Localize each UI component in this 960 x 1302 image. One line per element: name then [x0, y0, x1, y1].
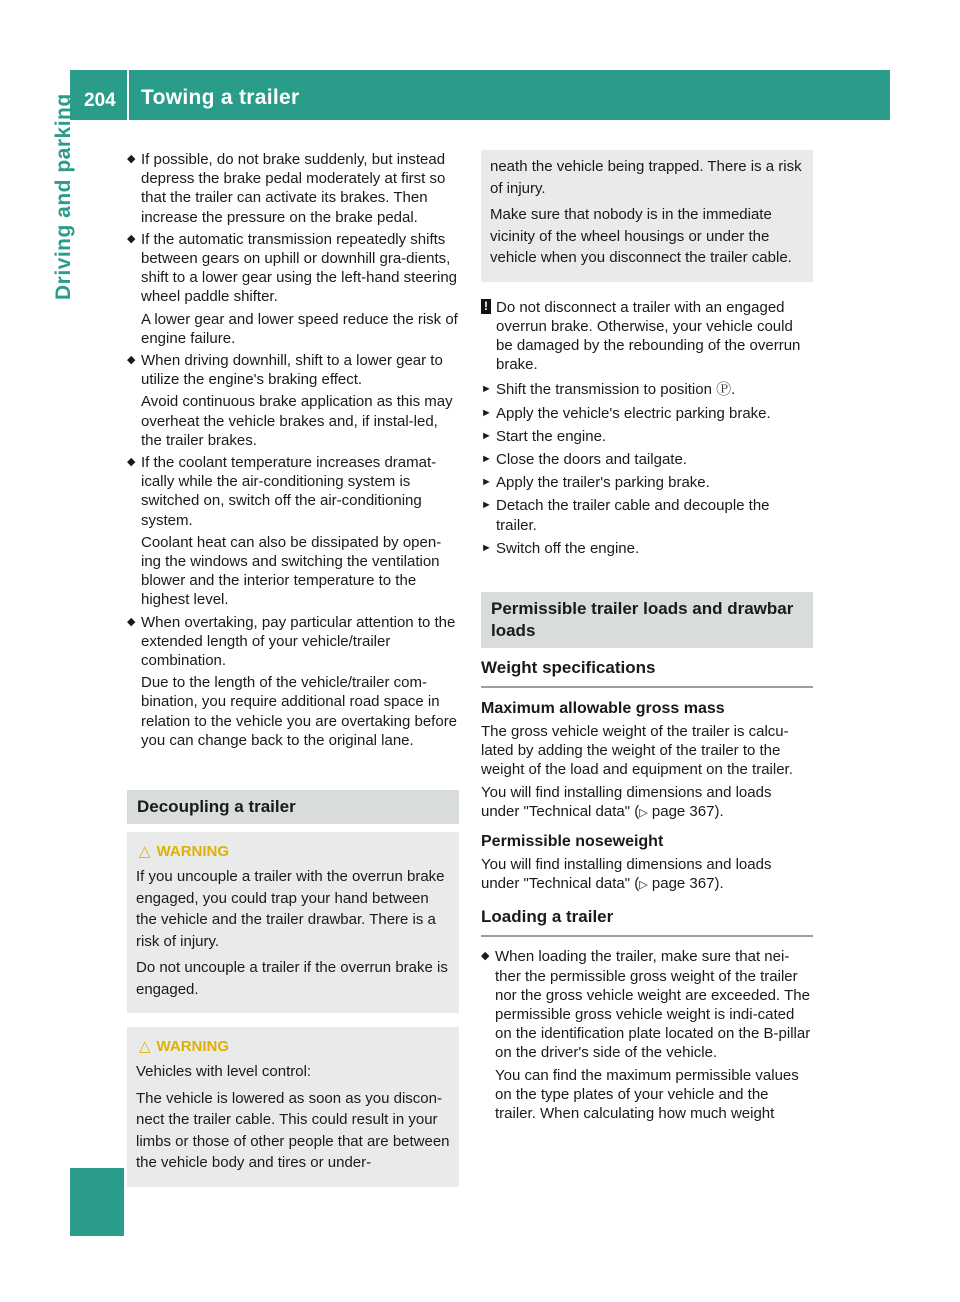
list-item [127, 453, 459, 610]
page-ref-icon: ▷ [639, 879, 648, 892]
list-item [127, 351, 459, 450]
arrow-icon: ► [481, 383, 492, 396]
warning-box [127, 832, 459, 1013]
warning-box [127, 1027, 459, 1187]
warning-text: Do not uncouple a trailer if the overrun brake is engaged. [136, 959, 448, 998]
chapter-title: Towing a trailer [141, 86, 300, 109]
warning-icon: △ [139, 1038, 151, 1056]
step-item: ► Switch off the engine. [481, 539, 640, 557]
warning-icon: △ [139, 843, 151, 861]
page-reference-link[interactable]: page 367 [651, 802, 715, 820]
warning-box-continued [481, 150, 813, 282]
warning-text: If you uncouple a trailer with the overrun brake engaged, you could trap your hand between the vehicle and the trailer drawbar. There is a risk of injury. [136, 868, 445, 950]
bullet-subtext: You can find the maximum permissible values on the type plates of your vehicle and the trailer. When calculating how much weight [495, 1066, 799, 1122]
right-column [481, 150, 813, 1123]
heading-max-gross-mass: Maximum allowable gross mass [481, 699, 725, 717]
heading-loading-trailer: Loading a trailer [481, 907, 813, 937]
step-item: ► Start the engine. [481, 427, 607, 445]
bullet-subtext: Due to the length of the vehicle/trailer com-bination, you require additional road space in relation to the vehicle you are overtaking before you can change back to the original lane. [141, 674, 458, 749]
page-number: 204 [84, 90, 116, 111]
bullet-text: When loading the trailer, make sure that nei-ther the permissible gross weight of the trailer nor the gross vehicle weight are exceeded. The permissible gross vehicle weight is indi-cated on the identification plate located on the B-pillar on the driver's side of the vehicle. [495, 948, 811, 1062]
bullet-subtext: A lower gear and lower speed reduce the risk of engine failure. [141, 310, 458, 347]
side-tab-block [70, 1168, 124, 1236]
bullet-subtext: Avoid continuous brake application as this may overheat the vehicle brakes and, if instal-led, the trailer brakes. [141, 393, 453, 449]
page-ref-icon: ▷ [639, 806, 648, 819]
bullet-text: When driving downhill, shift to a lower gear to utilize the engine's braking effect. [141, 352, 443, 389]
warning-label: WARNING [156, 1038, 230, 1056]
left-column [127, 150, 459, 1187]
page-reference-link[interactable]: page 367 [651, 875, 715, 893]
note-text: Do not disconnect a trailer with an engaged overrun brake. Otherwise, your vehicle could be damaged by the rebounding of the overrun brake. [496, 298, 801, 374]
paragraph: The gross vehicle weight of the trailer is calcu-lated by adding the weight of the trailer to the weight of the load and equipment on the trailer. [481, 722, 793, 779]
header-divider [127, 70, 129, 120]
heading-weight-specifications: Weight specifications [481, 658, 813, 688]
arrow-icon: ► [481, 476, 492, 489]
warning-label: WARNING [156, 843, 230, 861]
arrow-icon: ► [481, 406, 492, 419]
list-item [127, 613, 459, 750]
bullet-icon: ◆ [127, 354, 136, 367]
bullet-text: If the automatic transmission repeatedly shifts between gears on uphill or downhill gra-dients, shift to a lower gear using the left-hand steering wheel paddle shifter. [141, 230, 458, 306]
arrow-icon: ► [481, 452, 492, 465]
step-item: ► Apply the vehicle's electric parking brake. [481, 404, 771, 422]
bullet-icon: ◆ [127, 232, 136, 245]
paragraph-reference: You will find installing dimensions and loads under "Technical data" (▷ page 367). [481, 783, 772, 820]
warning-text: Make sure that nobody is in the immediate vicinity of the wheel housings or under the vehicle when you disconnect the trailer cable. [490, 206, 792, 266]
bullet-text: When overtaking, pay particular attention to the extended length of your vehicle/trailer combination. [141, 613, 456, 670]
list-item [127, 150, 459, 227]
step-item: ► Close the doors and tailgate. [481, 450, 687, 468]
arrow-icon: ► [481, 499, 492, 512]
arrow-icon: ► [481, 541, 492, 554]
side-tab-label: Driving and parking [52, 93, 75, 300]
heading-noseweight: Permissible noseweight [481, 832, 664, 850]
bullet-icon: ◆ [127, 615, 136, 628]
bullet-subtext: Coolant heat can also be dissipated by open-ing the windows and switching the ventilation blower and the interior temperature to the highest level. [141, 533, 442, 609]
warning-text: neath the vehicle being trapped. There is a risk of injury. [490, 158, 802, 197]
paragraph-reference: You will find installing dimensions and loads under "Technical data" (▷ page 367). [481, 855, 772, 893]
arrow-icon: ► [481, 429, 492, 442]
section-title-decoupling: Decoupling a trailer [127, 790, 459, 824]
step-item: ► Shift the transmission to position Ⓟ. [481, 381, 736, 399]
exclamation-icon: ! [481, 299, 491, 314]
bullet-text: If possible, do not brake suddenly, but instead depress the brake pedal moderately at first so that the trailer can activate its brakes. Then increase the pressure on the brake pedal. [141, 151, 446, 226]
step-item: ► Detach the trailer cable and decouple the trailer. [481, 497, 770, 534]
section-title-trailer-loads: Permissible trailer loads and drawbar loads [481, 592, 813, 648]
bullet-icon: ◆ [127, 456, 136, 469]
warning-text: The vehicle is lowered as soon as you discon-nect the trailer cable. This could result in your limbs or those of other people that are between the vehicle body and tires or under- [136, 1089, 450, 1172]
bullet-icon: ◆ [127, 153, 136, 165]
warning-text: Vehicles with level control: [136, 1063, 312, 1081]
note [481, 298, 813, 375]
step-item: ► Apply the trailer's parking brake. [481, 474, 710, 492]
bullet-icon: ◆ [481, 950, 490, 963]
bullet-text: If the coolant temperature increases dramat-ically while the air-conditioning system is switched on, switch off the air-conditioning system. [141, 454, 437, 529]
list-item [127, 230, 459, 348]
